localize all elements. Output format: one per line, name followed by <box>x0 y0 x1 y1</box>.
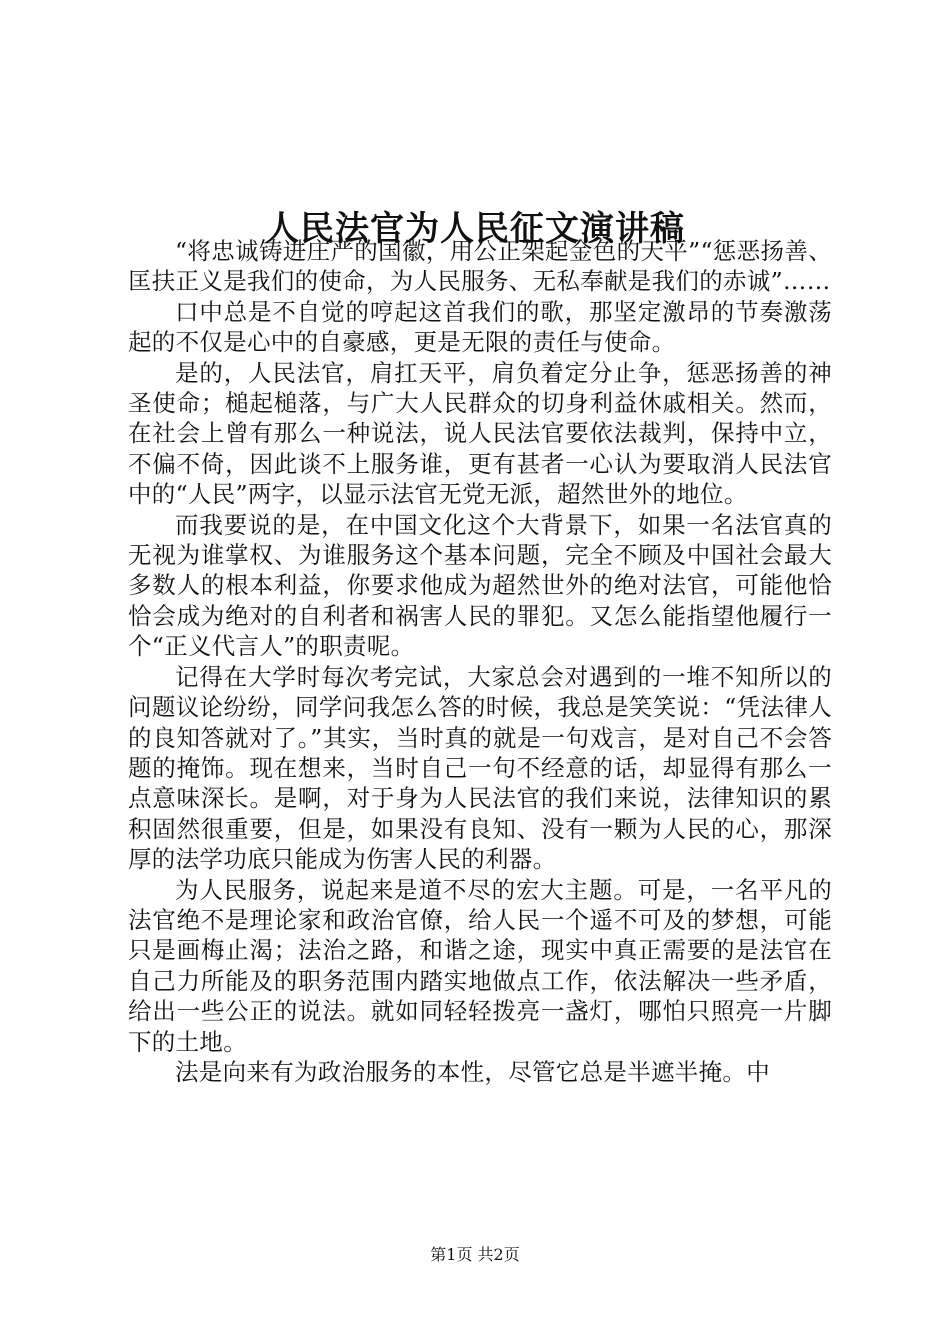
paragraph: 口中总是不自觉的哼起这首我们的歌，那坚定激昂的节奏激荡起的不仅是心中的自豪感，更是无限的责任与使命。 <box>128 297 832 357</box>
paragraph: 是的，人民法官，肩扛天平，肩负着定分止争，惩恶扬善的神圣使命；槌起槌落，与广大人民群众的切身利益休戚相关。然而，在社会上曾有那么一种说法，说人民法官要依法裁判，保持中立，不偏不倚，因此谈不上服务谁，更有甚者一心认为要取消人民法官中的“人民”两字，以显示法官无党无派，超然世外的地位。 <box>128 358 832 509</box>
body-text <box>128 236 832 1087</box>
paragraph: 为人民服务，说起来是道不尽的宏大主题。可是，一名平凡的法官绝不是理论家和政治官僚，给人民一个遥不可及的梦想，可能只是画梅止渴；法治之路，和谐之途，现实中真正需要的是法官在自己力所能及的职务范围内踏实地做点工作，依法解决一些矛盾，给出一些公正的说法。就如同轻轻拨亮一盏灯，哪怕只照亮一片脚下的土地。 <box>128 875 832 1056</box>
paragraph: “将忠诚铸进庄严的国徽，用公正架起金色的天平”“惩恶扬善、匡扶正义是我们的使命，为人民服务、无私奉献是我们的赤诚”…… <box>128 237 832 296</box>
paragraph: 而我要说的是，在中国文化这个大背景下，如果一名法官真的无视为谁掌权、为谁服务这个基本问题，完全不顾及中国社会最大多数人的根本利益，你要求他成为超然世外的绝对法官，可能他恰恰会成为绝对的自利者和祸害人民的罪犯。又怎么能指望他履行一个“正义代言人”的职责呢。 <box>128 510 832 661</box>
paragraph: 记得在大学时每次考完试，大家总会对遇到的一堆不知所以的问题议论纷纷，同学问我怎么答的时候，我总是笑笑说：“凭法律人的良知答就对了。”其实，当时真的就是一句戏言，是对自己不会答题的掩饰。现在想来，当时自己一句不经意的话，却显得有那么一点意味深长。是啊，对于身为人民法官的我们来说，法律知识的累积固然很重要，但是，如果没有良知、没有一颗为人民的心，那深厚的法学功底只能成为伤害人民的利器。 <box>128 662 832 874</box>
page-title: 人民法官为人民征文演讲稿 <box>265 208 685 249</box>
page-footer: 第1页 共2页 <box>430 1245 520 1264</box>
paragraph: 法是向来有为政治服务的本性，尽管它总是半遮半掩。中 <box>175 1057 770 1086</box>
